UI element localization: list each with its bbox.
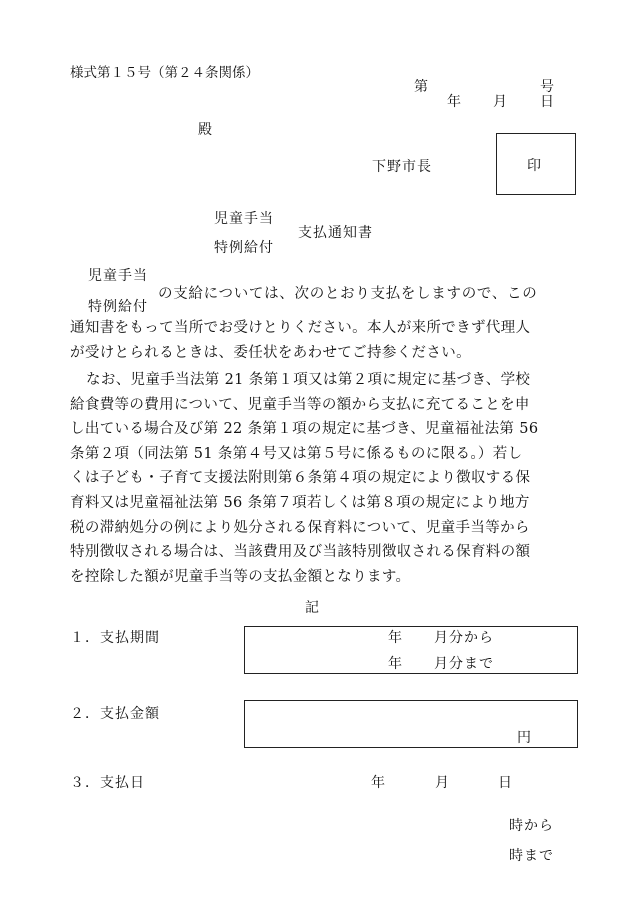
note-line: 条第２項（同法第 51 条第４号又は第５号に係るものに限る。）若し <box>70 445 523 462</box>
pay-time-from: 時から <box>509 818 554 834</box>
title-option-bottom: 特例給付 <box>214 240 274 256</box>
intro-option-bottom: 特例給付 <box>88 299 148 315</box>
intro-option-top: 児童手当 <box>88 268 148 284</box>
note-line: なお、児童手当法第 21 条第１項又は第２項に規定に基づき、学校 <box>86 372 531 388</box>
pay-day: 日 <box>498 775 512 791</box>
period-from-month: 月分から <box>434 630 494 646</box>
amount-label: ２．支払金額 <box>70 706 160 722</box>
note-line: 育料又は児童福祉法第 56 条第７項若しくは第８項の規定により地方 <box>70 494 530 511</box>
note-line: 税の滞納処分の例により処分される保育料について、児童手当等から <box>70 519 530 536</box>
page-title: 支払通知書 <box>298 225 373 241</box>
intro-paragraph <box>70 316 560 365</box>
pay-year: 年 <box>371 775 385 791</box>
form-number: 様式第１５号（第２４条関係） <box>70 65 259 81</box>
amount-box[interactable] <box>244 700 578 748</box>
intro-line: 通知書をもって当所でお受けとりください。本人が来所できず代理人 <box>70 320 531 336</box>
date-day: 日 <box>540 94 554 110</box>
pay-time-to: 時まで <box>509 848 554 864</box>
number-go: 号 <box>540 79 554 95</box>
date-year: 年 <box>447 94 461 110</box>
addressee-suffix: 殿 <box>198 122 212 138</box>
pay-month: 月 <box>435 775 449 791</box>
period-box[interactable] <box>244 626 578 674</box>
title-option-top: 児童手当 <box>214 211 274 227</box>
date-label: ３．支払日 <box>70 775 145 791</box>
ki-heading: 記 <box>305 600 319 616</box>
seal-box <box>496 133 576 195</box>
intro-line-1: の支給については、次のとおり支払をしますので、この <box>158 286 538 302</box>
number-dai: 第 <box>414 79 428 95</box>
period-from-year: 年 <box>388 630 402 646</box>
note-line: くは子ども・子育て支援法附則第６条第４項の規定により徴収する保 <box>70 470 531 487</box>
note-line: を控除した額が児童手当等の支払金額となります。 <box>70 568 411 585</box>
note-line: し出ている場合及び第 22 条第１項の規定に基づき、児童福祉法第 56 <box>70 421 539 438</box>
note-line: 給食費等の費用について、児童手当等の額から支払に充てることを申 <box>70 396 530 413</box>
amount-unit: 円 <box>517 730 531 746</box>
intro-line: が受けとられるときは、委任状をあわせてご持参ください。 <box>70 344 471 361</box>
period-to-year: 年 <box>388 656 402 672</box>
issuer-name: 下野市長 <box>372 159 432 175</box>
seal-label: 印 <box>527 158 541 174</box>
note-line: 特別徴収される場合は、当該費用及び当該特別徴収される保育料の額 <box>70 544 531 561</box>
date-month: 月 <box>493 94 507 110</box>
period-to-month: 月分まで <box>434 656 494 672</box>
note-paragraph <box>70 368 560 589</box>
period-label: １．支払期間 <box>70 630 160 646</box>
